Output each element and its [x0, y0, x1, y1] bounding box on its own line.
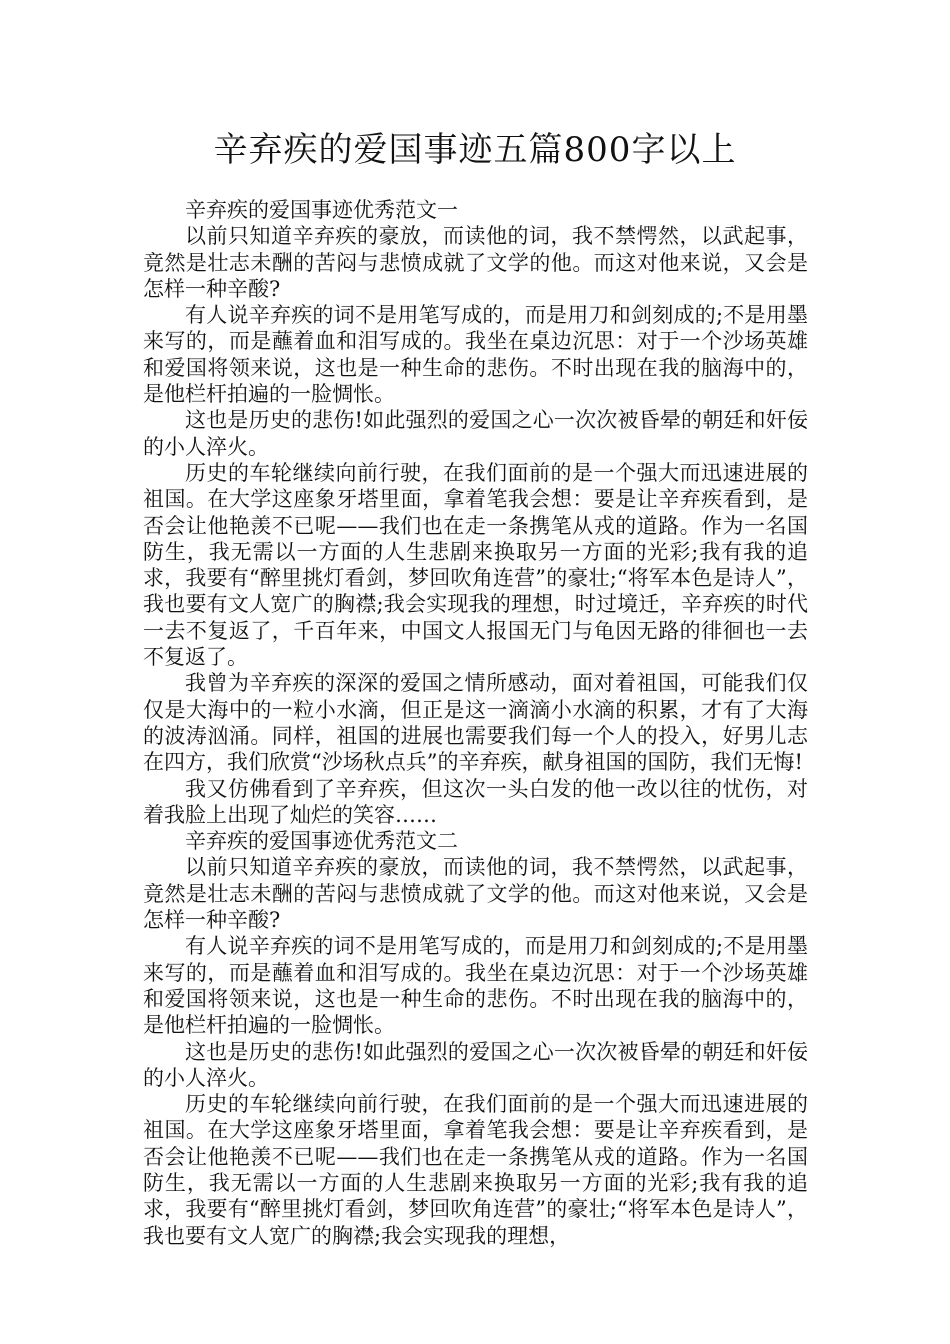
section-heading-1: 辛弃疾的爱国事迹优秀范文一	[185, 198, 458, 222]
paragraph: 历史的车轮继续向前行驶，在我们面前的是一个强大而迅速进展的祖国。在大学这座象牙塔里面，拿着笔我会想：要是让辛弃疾看到，是否会让他艳羡不已呢——我们也在走一条携笔从戎的道路。作为一名国防生，我无需以一方面的人生悲剧来换取另一方面的光彩;我有我的追求，我要有“醉里挑灯看剑，梦回吹角连营”的豪壮;“将军本色是诗人”，我也要有文人宽广的胸襟;我会实现我的理想，	[143, 1092, 808, 1248]
section-heading-2: 辛弃疾的爱国事迹优秀范文二	[185, 829, 458, 854]
paragraph: 这也是历史的悲伤!如此强烈的爱国之心一次次被昏晕的朝廷和奸佞的小人淬火。	[143, 408, 808, 459]
paragraph: 以前只知道辛弃疾的豪放，而读他的词，我不禁愕然，以武起事，竟然是壮志未酬的苦闷与悲愤成就了文学的他。而这对他来说，又会是怎样一种辛酸?	[143, 855, 808, 933]
document-title: 辛弃疾的爱国事迹五篇800字以上	[213, 130, 737, 170]
paragraph: 我曾为辛弃疾的深深的爱国之情所感动，面对着祖国，可能我们仅仅是大海中的一粒小水滴，但正是这一滴滴小水滴的积累，才有了大海的波涛汹涌。同样，祖国的进展也需要我们每一个人的投入，好男儿志在四方，我们欣赏“沙场秋点兵”的辛弃疾，献身祖国的国防，我们无悔!	[143, 671, 808, 775]
paragraph: 我又仿佛看到了辛弃疾，但这次一头白发的他一改以往的忧伤，对着我脸上出现了灿烂的笑容……	[143, 776, 808, 827]
document-body	[143, 197, 808, 1249]
paragraph: 有人说辛弃疾的词不是用笔写成的，而是用刀和剑刻成的;不是用墨来写的，而是蘸着血和泪写成的。我坐在桌边沉思：对于一个沙场英雄和爱国将领来说，这也是一种生命的悲伤。不时出现在我的脑海中的，是他栏杆拍遍的一脸惆怅。	[143, 934, 808, 1038]
paragraph: 以前只知道辛弃疾的豪放，而读他的词，我不禁愕然，以武起事，竟然是壮志未酬的苦闷与悲愤成就了文学的他。而这对他来说，又会是怎样一种辛酸?	[143, 224, 808, 301]
paragraph: 这也是历史的悲伤!如此强烈的爱国之心一次次被昏晕的朝廷和奸佞的小人淬火。	[143, 1039, 808, 1090]
paragraph: 有人说辛弃疾的词不是用笔写成的，而是用刀和剑刻成的;不是用墨来写的，而是蘸着血和泪写成的。我坐在桌边沉思：对于一个沙场英雄和爱国将领来说，这也是一种生命的悲伤。不时出现在我的脑海中的，是他栏杆拍遍的一脸惆怅。	[143, 303, 808, 407]
paragraph: 历史的车轮继续向前行驶，在我们面前的是一个强大而迅速进展的祖国。在大学这座象牙塔里面，拿着笔我会想：要是让辛弃疾看到，是否会让他艳羡不已呢——我们也在走一条携笔从戎的道路。作为一名国防生，我无需以一方面的人生悲剧来换取另一方面的光彩;我有我的追求，我要有“醉里挑灯看剑，梦回吹角连营”的豪壮;“将军本色是诗人”，我也要有文人宽广的胸襟;我会实现我的理想，时过境迁，辛弃疾的时代一去不复返了，千百年来，中国文人报国无门与龟因无路的徘徊也一去不复返了。	[143, 460, 808, 670]
